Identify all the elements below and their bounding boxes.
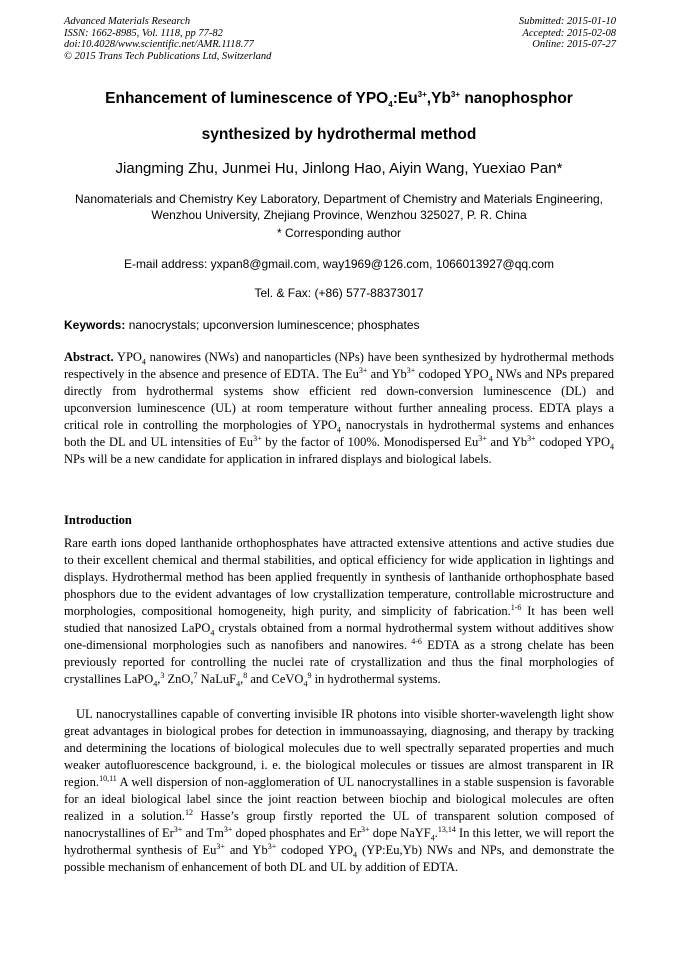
tel-fax: Tel. & Fax: (+86) 577-88373017 [254, 286, 424, 300]
intro-paragraph-2: UL nanocrystallines capable of converting invisible IR photons into visible shorter-wavelength light show great advantages in biological probes for detection in immunoassaying, diagnosing, and therapy by tracking and determining the locations of biological molecules due to well spectrally separated properties and much weaker autofluorescence background, i. e. the biological molecules or tissues are almost transparent in IR region.$^{10,11}$ A well dispersion of non-agglomeration of UL nanocrystallines in a stable suspension is favorable for an ideal biological label since the joint reaction between biochip and biological molecules are often realized in a solution.$^{12}$ Hasse’s group firstly reported the UL of transparent solution composed of nanocrystallines of $Er^{3+}$ and $Tm^{3+}$ doped phosphates and $Er^{3+}$ dope NaYF$_4$.$^{13,14}$ In this letter, we will report the hydrothermal synthesis of $Eu^{3+}$ and $Yb^{3+}$ codoped $YPO_4$ (YP:Eu,Yb) NWs and NPs, and demonstrate the possible mechanism of enhancement of both DL and UL by addition of EDTA. [64, 707, 614, 874]
dates-info [519, 16, 616, 51]
doi-line: doi:10.4028/www.scientific.net/AMR.1118.77 [64, 39, 254, 50]
affiliation-line-2: Wenzhou University, Zhejiang Province, Wenzhou 325027, P. R. China [151, 208, 527, 222]
keywords [64, 318, 420, 332]
email-addresses: E-mail address: yxpan8@gmail.com, way1969@126.com, 1066013927@qq.com [123, 257, 555, 271]
paper-title-line-2: synthesized by hydrothermal method [201, 126, 477, 143]
affiliation-line-1: Nanomaterials and Chemistry Key Laboratory, Department of Chemistry and Materials Engineering, [74, 192, 604, 206]
journal-name: Advanced Materials Research [64, 16, 191, 27]
corresponding-author-note: * Corresponding author [276, 226, 402, 240]
submitted-date: Submitted: 2015-01-10 [518, 16, 616, 27]
keywords-text: nanocrystals; upconversion luminescence; phosphates [125, 318, 420, 332]
copyright-line: © 2015 Trans Tech Publications Ltd, Switzerland [64, 50, 272, 62]
section-heading-introduction: Introduction [64, 513, 132, 527]
accepted-date: Accepted: 2015-02-08 [522, 27, 616, 39]
authors: Jiangming Zhu, Junmei Hu, Jinlong Hao, Aiyin Wang, Yuexiao Pan* [115, 160, 563, 177]
abstract: Abstract. $YPO_4$ nanowires (NWs) and nanoparticles (NPs) have been synthesized by hydrothermal methods respectively in the absence and presence of EDTA. The $Eu^{3+}$ and $Yb^{3+}$ codoped $YPO_4$ NWs and NPs prepared directly from hydrothermal systems show efficient red down-conversion luminescence (DL) and upconversion luminescence (UL) at room temperature without further annealing process. EDTA plays a critical role in controlling the morphologies of $YPO_4$ nanocrystals in hydrothermal systems and enhances both the DL and UL intensities of $Eu^{3+}$ by the factor of 100%. Monodispersed $Eu^{3+}$ and $Yb^{3+}$ codoped $YPO_4$ NPs will be a new candidate for application in infrared displays and biological labels. [64, 350, 614, 466]
online-date: Online: 2015-07-27 [532, 39, 616, 50]
paper-title-line-1: Enhancement of luminescence of $YPO_4:Eu^{3+},Yb^{3+}$ nanophosphor [105, 89, 573, 110]
intro-paragraph-1: Rare earth ions doped lanthanide orthophosphates have attracted extensive attentions and active studies due to their excellent chemical and thermal stabilities, and optical efficiency for wide application in lightings and displays. Hydrothermal method has been applied frequently in synthesis of lanthanide orthophosphate based phosphors due to the evident advantages of low crystallization temperature, controllable microstructure and morphologies, compositional homogeneity, high purity, and simplicity of fabrication.$^{1-6}$ It has been well studied that nanosized LaPO$_4$ crystals obtained from a normal hydrothermal system without additives show one-dimensional morphologies such as nanofibers and nanowires. $^{4-6}$ EDTA as a strong chelate has been previously reported for controlling the nuclei rate of crystallization and thus the final morphologies of crystallines LaPO$_4$,$^3$ ZnO,$^7$ NaLuF$_4$,$^8$ and CeVO$_4^9$ in hydrothermal systems. [64, 536, 615, 689]
journal-info [64, 16, 271, 62]
abstract-label: Abstract. [64, 350, 114, 364]
issn-line: ISSN: 1662-8985, Vol. 1118, pp 77-82 [64, 27, 223, 39]
keywords-label: Keywords: [64, 318, 126, 332]
